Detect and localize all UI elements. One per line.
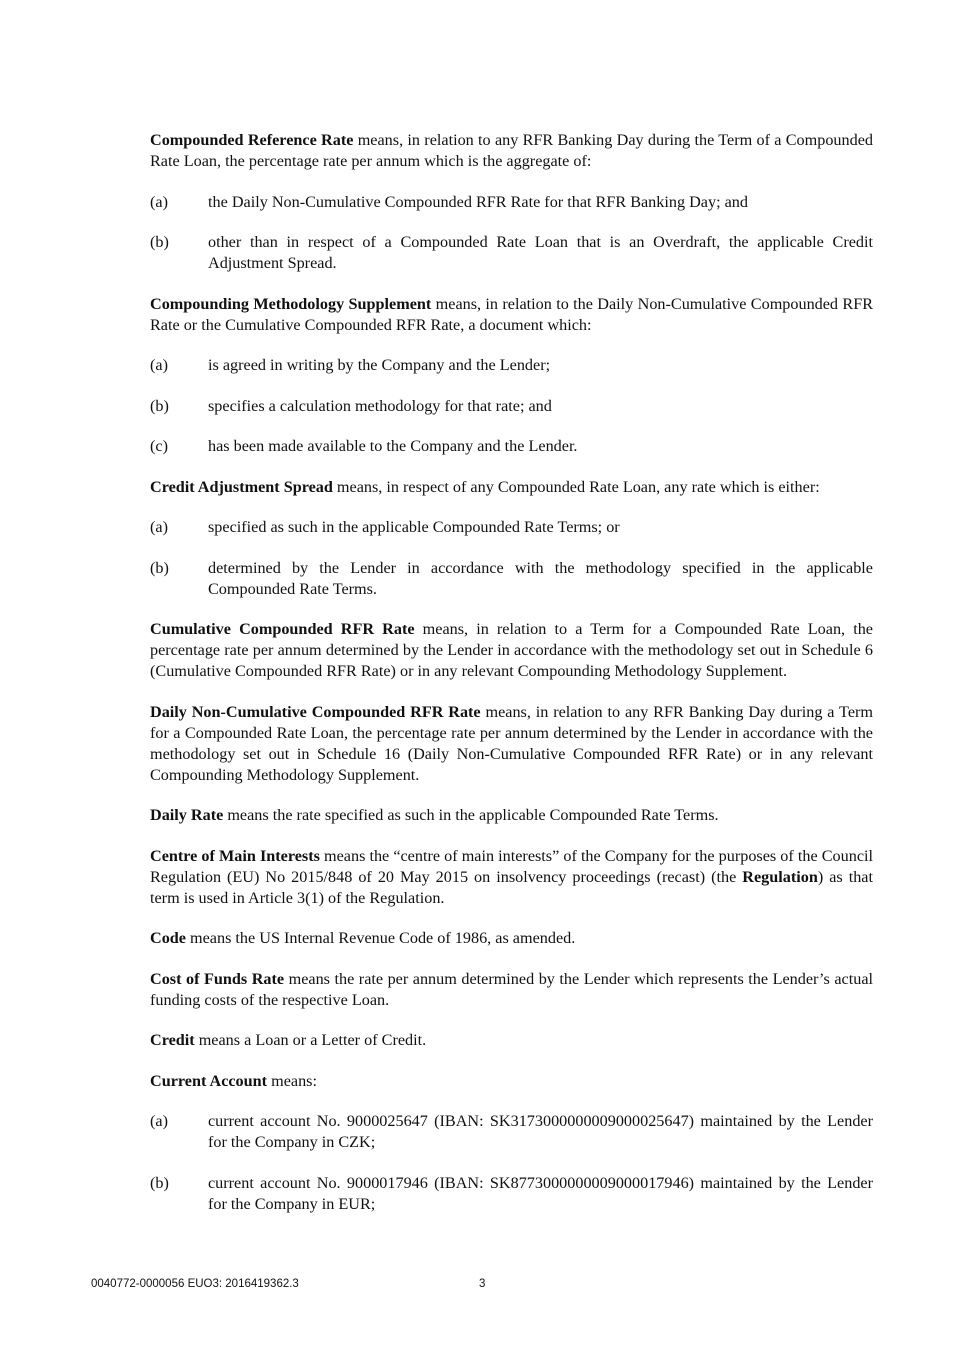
list-item-label: (a) — [150, 356, 168, 374]
list-item-label: (a) — [150, 518, 168, 536]
list-item-label: (a) — [150, 192, 168, 211]
list-item-text: is agreed in writing by the Company and the Lender; — [208, 356, 551, 374]
definition-text: means, in relation to any RFR Banking Day during a Term for a Compounded Rate Loan, the percentage rate per annum determined by the Lender in accordance with the methodology set out in Schedule 16 (Daily Non-Cumulative Compounded RFR Rate) or in any relevant Compounding Methodology Supplement. — [150, 702, 873, 784]
list-item-text: the Daily Non-Cumulative Compounded RFR Rate for that RFR Banking Day; and — [208, 192, 748, 211]
list-item — [150, 558, 873, 600]
definition-compounded-reference-rate — [150, 130, 873, 172]
list-item-label: (b) — [150, 396, 169, 415]
list-item-text: determined by the Lender in accordance with the methodology specified in the applicable Compounded Rate Terms. — [208, 558, 873, 598]
definition-text: means, in relation to the Daily Non-Cumulative Compounded RFR Rate or the Cumulative Compounded RFR Rate, a document which: — [150, 294, 873, 334]
definitions-block-1 — [150, 130, 873, 826]
definition-text: means, in relation to any RFR Banking Day during the Term of a Compounded Rate Loan, the percentage rate per annum which is the aggregate of: — [150, 131, 873, 170]
list-item-label: (b) — [150, 1173, 169, 1192]
list-item — [150, 1173, 873, 1215]
definitions-block-2 — [150, 928, 873, 1215]
list-item-label: (b) — [150, 558, 169, 577]
definition-centre-of-main-interests — [150, 846, 873, 909]
list-item — [150, 436, 873, 457]
list-item — [150, 396, 873, 417]
definition-compounding-methodology-supplement — [150, 294, 873, 336]
definition-text: means a Loan or a Letter of Credit. — [194, 1031, 427, 1049]
list-item-text: current account No. 9000017946 (IBAN: SK8773000000009000017946) maintained by the Lender for the Company in EUR; — [208, 1173, 873, 1213]
definition-text: means the US Internal Revenue Code of 1986, as amended. — [185, 929, 576, 947]
definition-term: Credit — [150, 1031, 195, 1049]
definition-term: Compounded Reference Rate — [150, 131, 354, 149]
definition-text: means: — [267, 1071, 317, 1090]
definition-term: Cost of Funds Rate — [150, 969, 285, 988]
definition-code — [150, 928, 873, 949]
definition-credit — [150, 1030, 873, 1051]
definition-term: Compounding Methodology Supplement — [150, 294, 432, 313]
definition-term: Code — [150, 929, 186, 947]
definition-term: Cumulative Compounded RFR Rate — [150, 620, 415, 638]
definition-text-end: ) as that term is used in Article 3(1) of the Regulation. — [150, 867, 873, 907]
definition-term-regulation: Regulation — [742, 867, 818, 886]
definition-daily-non-cumulative-compounded-rfr-rate — [150, 702, 873, 786]
list-item-label: (a) — [150, 1112, 168, 1130]
definition-daily-rate — [150, 805, 873, 826]
list-item-text: current account No. 9000025647 (IBAN: SK3173000000009000025647) maintained by the Lender for the Company in CZK; — [208, 1112, 873, 1151]
list-item-text: specifies a calculation methodology for that rate; and — [208, 396, 552, 415]
definition-term: Current Account — [150, 1071, 268, 1090]
list-item-text: has been made available to the Company and the Lender. — [208, 437, 578, 455]
footer-document-reference: 0040772-0000056 EUO3: 2016419362.3 — [91, 1278, 299, 1290]
list-item-label: (b) — [150, 233, 169, 251]
list-item — [150, 1111, 873, 1153]
definition-current-account — [150, 1071, 873, 1092]
list-item — [150, 517, 873, 538]
definition-term: Daily Rate — [150, 806, 224, 824]
definition-credit-adjustment-spread — [150, 477, 873, 498]
list-item-label: (c) — [150, 437, 168, 455]
definition-term: Credit Adjustment Spread — [150, 477, 333, 496]
document-body — [150, 130, 873, 1234]
definition-term: Centre of Main Interests — [150, 846, 320, 865]
definition-cumulative-compounded-rfr-rate — [150, 619, 873, 682]
list-item — [150, 192, 873, 213]
definition-term: Daily Non-Cumulative Compounded RFR Rate — [150, 702, 481, 721]
definition-text: means, in respect of any Compounded Rate Loan, any rate which is either: — [332, 477, 820, 496]
definition-text: means, in relation to a Term for a Compounded Rate Loan, the percentage rate per annum determined by the Lender in accordance with the methodology set out in Schedule 6 (Cumulative Compounded RFR Rate) or in any relevant Compounding Methodology Supplement. — [150, 620, 873, 680]
definition-text: means the rate specified as such in the applicable Compounded Rate Terms. — [223, 806, 719, 824]
list-item — [150, 355, 873, 376]
definition-cost-of-funds-rate — [150, 969, 873, 1011]
definition-text: means the rate per annum determined by the Lender which represents the Lender’s actual funding costs of the respective Loan. — [150, 969, 873, 1009]
list-item-text: specified as such in the applicable Compounded Rate Terms; or — [208, 518, 620, 536]
list-item-text: other than in respect of a Compounded Rate Loan that is an Overdraft, the applicable Credit Adjustment Spread. — [208, 233, 873, 272]
definition-text: means the “centre of main interests” of the Company for the purposes of the Council Regulation (EU) No 2015/848 of 20 May 2015 on insolvency proceedings (recast) (the — [150, 846, 873, 886]
list-item — [150, 232, 873, 274]
footer-page-number: 3 — [479, 1278, 486, 1290]
